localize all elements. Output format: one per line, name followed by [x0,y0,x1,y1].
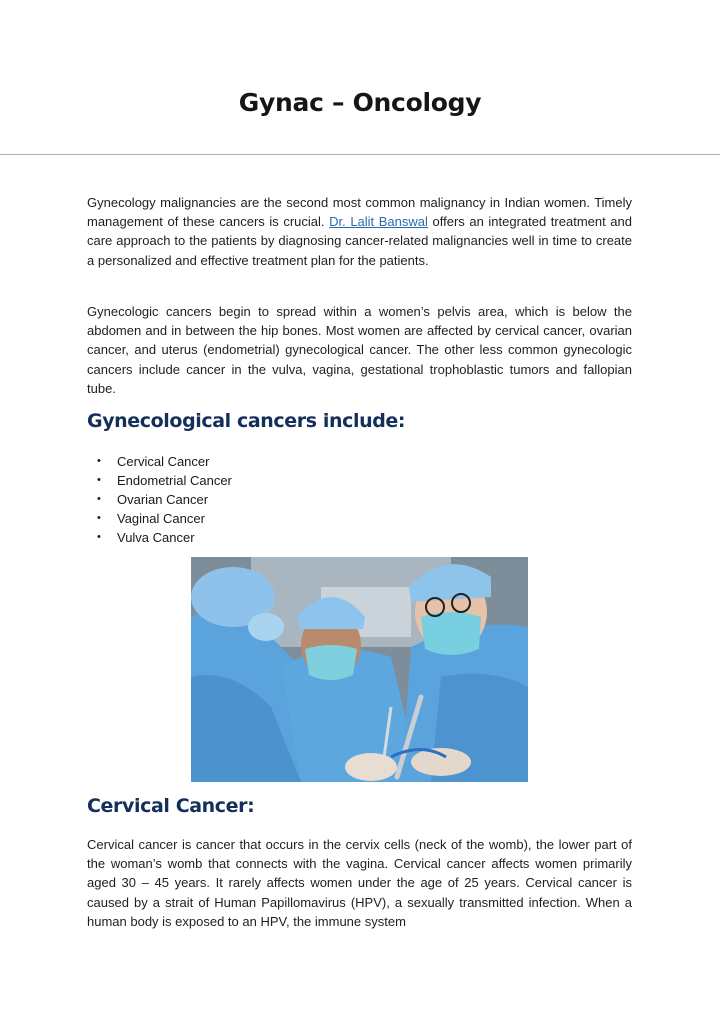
cancers-include-heading: Gynecological cancers include: [87,410,406,432]
bullet: • [97,455,101,467]
cervical-cancer-heading: Cervical Cancer: [87,795,255,817]
surgery-photo [191,557,528,782]
cancer-list [87,452,232,547]
list-item [87,490,232,509]
list-item-label: Vaginal Cancer [117,511,205,526]
title-divider [0,154,720,155]
list-item-label: Vulva Cancer [117,530,195,545]
list-item-label: Cervical Cancer [117,454,210,469]
list-item-label: Endometrial Cancer [117,473,232,488]
bullet: • [97,512,101,524]
intro-text-start: Gynecology malignancies are the second most common malignancy in Indian women. Timely management of these cancers is crucial. [87,195,632,230]
list-item [87,452,232,471]
list-item [87,528,232,547]
page-title: Gynac – Oncology [238,88,482,117]
bullet: • [97,493,101,505]
cervical-cancer-paragraph: Cervical cancer is cancer that occurs in the cervix cells (neck of the womb), the lower part of the woman’s womb that connects with the vagina. Cervical cancer affects women primarily aged 30 – 45 years. It rarely affects women under the age of 25 years. Cervical cancer is caused by a strait of Human Papillomavirus (HPV), a sexually transmitted infection. When a human body is exposed to an HPV, the immune system [87,837,632,929]
intro-text-end: offers an integrated treatment and care approach to the patients by diagnosing cancer-related malignancies well in time to create a personalized and effective treatment plan for the patients. [87,214,632,268]
pelvis-paragraph: Gynecologic cancers begin to spread within a women’s pelvis area, which is below the abdomen and in between the hip bones. Most women are affected by cervical cancer, ovarian cancer, and uterus (endometrial) gynecological cancer. The other less common gynecologic cancers include cancer in the vulva, vagina, gestational trophoblastic tumors and fallopian tube. [87,304,632,396]
intro-paragraph [87,193,632,270]
list-item-label: Ovarian Cancer [117,492,209,507]
bullet: • [97,474,101,486]
list-item [87,471,232,490]
list-item [87,509,232,528]
bullet: • [97,531,101,543]
doctor-link[interactable]: Dr. Lalit Banswal [329,214,428,230]
